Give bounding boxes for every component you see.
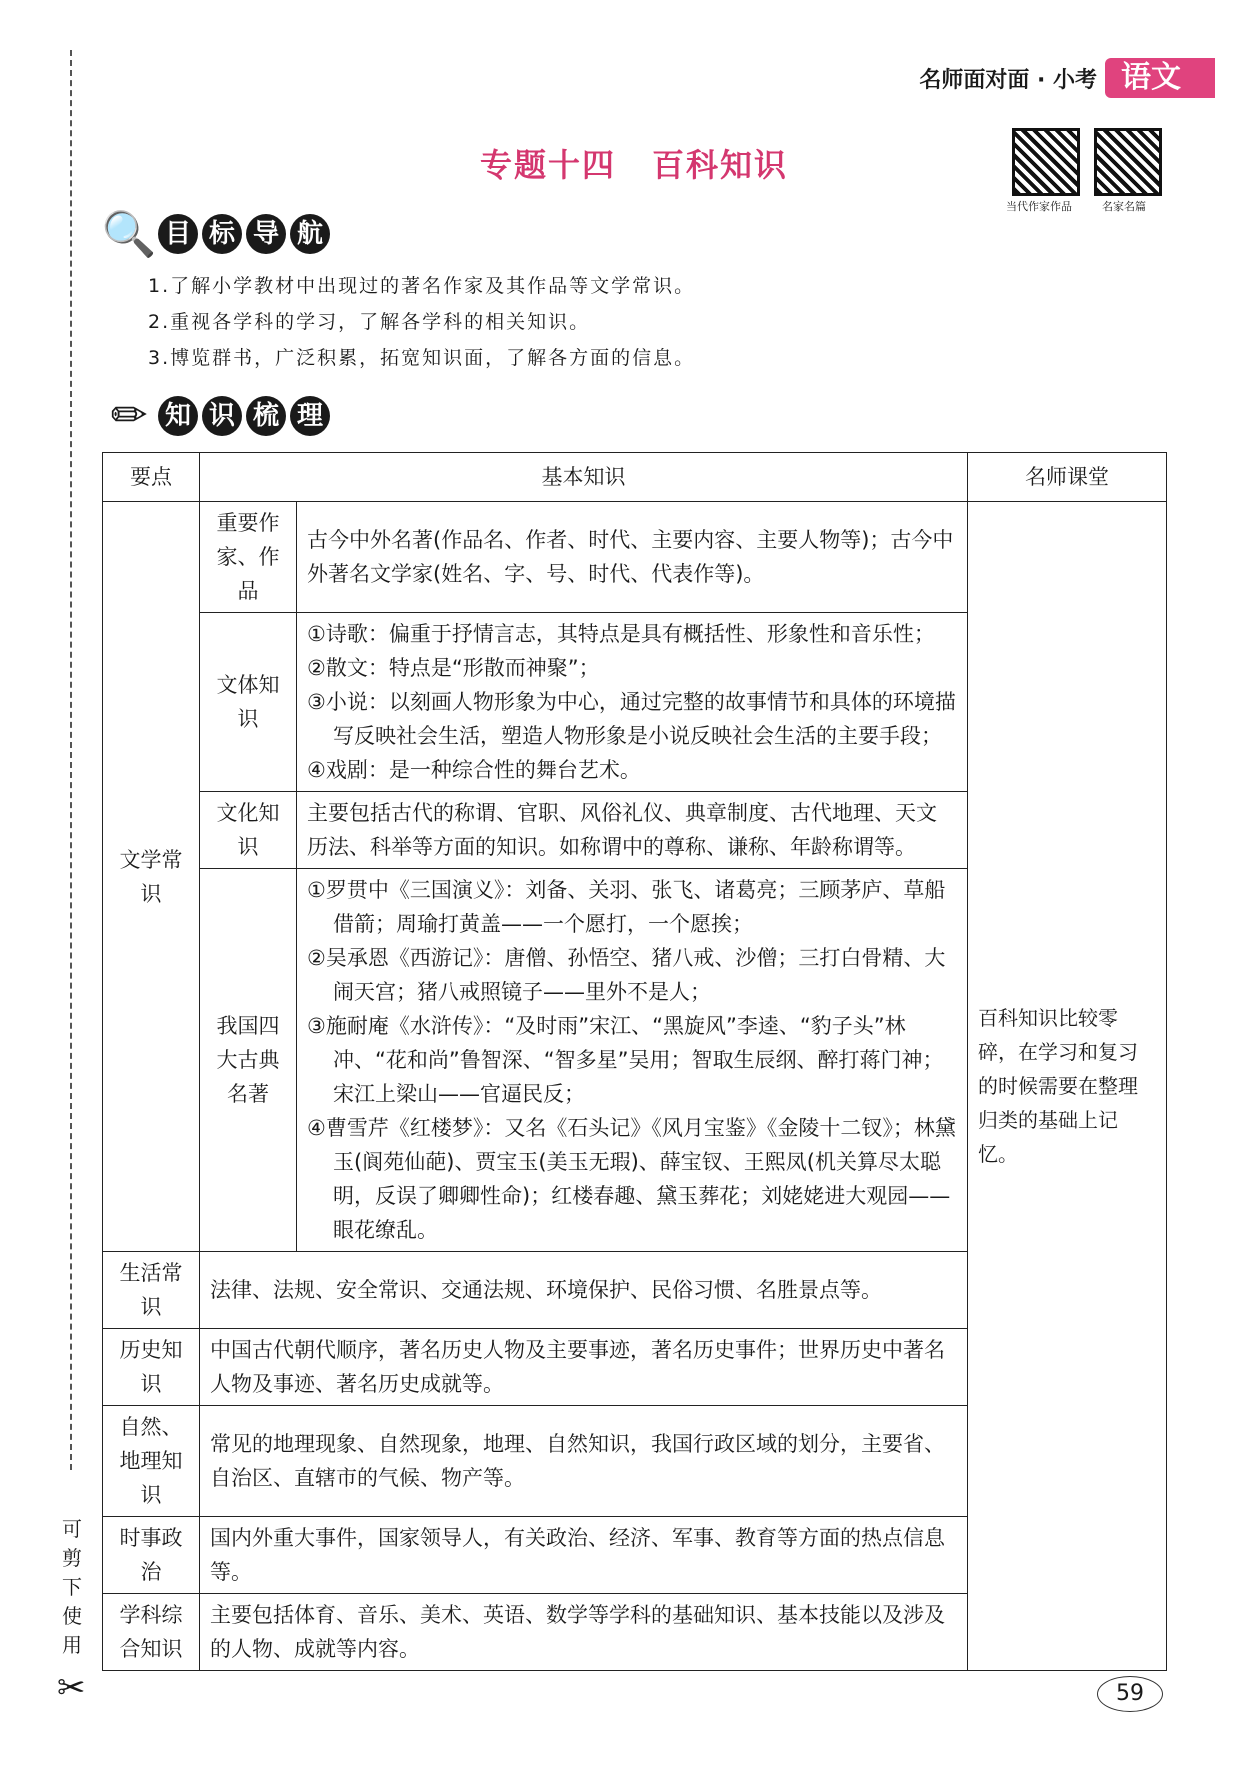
table-row <box>103 502 1167 613</box>
goal-item: 2.重视各学科的学习，了解各学科的相关知识。 <box>148 311 591 333</box>
header-key: 要点 <box>103 453 200 502</box>
row-text: 国内外重大事件，国家领导人，有关政治、经济、军事、教育等方面的热点信息等。 <box>200 1517 968 1594</box>
literature-label: 文学常识 <box>103 502 200 1252</box>
classics-label: 我国四大古典名著 <box>200 869 297 1252</box>
magnifier-icon: 🔍 <box>101 209 157 260</box>
header-tip: 名师课堂 <box>968 453 1167 502</box>
heading-char: 识 <box>202 396 242 436</box>
topic-name: 百科知识 <box>652 146 789 184</box>
subject-tab: 语文 <box>1105 58 1215 98</box>
works-label: 重要作家、作品 <box>200 502 297 613</box>
genre-label: 文体知识 <box>200 613 297 792</box>
heading-char: 航 <box>290 214 330 254</box>
series-title: 名师面对面 · 小考 <box>919 67 1097 93</box>
classics-item: ③施耐庵《水浒传》：“及时雨”宋江、“黑旋风”李逵、“豹子头”林冲、“花和尚”鲁智深、“智多星”吴用；智取生辰纲、醉打蒋门神；宋江上梁山——官逼民反； <box>307 1014 944 1106</box>
row-label: 自然、地理知识 <box>103 1406 200 1517</box>
knowledge-heading <box>100 390 334 441</box>
classics-item: ①罗贯中《三国演义》：刘备、关羽、张飞、诸葛亮；三顾茅庐、草船借箭；周瑜打黄盖——一个愿打，一个愿挨； <box>307 878 946 936</box>
culture-label: 文化知识 <box>200 792 297 869</box>
row-text: 法律、法规、安全常识、交通法规、环境保护、民俗习惯、名胜景点等。 <box>200 1252 968 1329</box>
heading-char: 导 <box>246 214 286 254</box>
genre-item: ④戏剧：是一种综合性的舞台艺术。 <box>307 758 641 782</box>
genre-content <box>297 613 968 792</box>
row-label: 生活常识 <box>103 1252 200 1329</box>
scissors-icon: ✂ <box>57 1668 86 1708</box>
classics-item: ②吴承恩《西游记》：唐僧、孙悟空、猪八戒、沙僧；三打白骨精、大闹天宫；猪八戒照镜子——里外不是人； <box>307 946 946 1004</box>
table-header-row <box>103 453 1167 502</box>
goals-heading <box>100 208 334 260</box>
goal-item: 3.博览群书，广泛积累，拓宽知识面，了解各方面的信息。 <box>148 347 696 369</box>
works-text: 古今中外名著(作品名、作者、时代、主要内容、主要人物等)；古今中外著名文学家(姓名、字、号、时代、代表作等)。 <box>297 502 968 613</box>
goal-item: 1.了解小学教材中出现过的著名作家及其作品等文学常识。 <box>148 275 696 297</box>
qr-caption: 名家名篇 <box>1102 200 1146 213</box>
qr-code-icon[interactable] <box>1012 128 1080 196</box>
heading-char: 梳 <box>246 396 286 436</box>
row-label: 历史知识 <box>103 1329 200 1406</box>
heading-char: 标 <box>202 214 242 254</box>
row-text: 主要包括体育、音乐、美术、英语、数学等学科的基础知识、基本技能以及涉及的人物、成就等内容。 <box>200 1594 968 1671</box>
page-header <box>919 58 1215 98</box>
heading-char: 理 <box>290 396 330 436</box>
row-text: 中国古代朝代顺序，著名历史人物及主要事迹，著名历史事件；世界历史中著名人物及事迹、著名历史成就等。 <box>200 1329 968 1406</box>
header-basic: 基本知识 <box>200 453 968 502</box>
page-title <box>480 140 824 186</box>
cut-dashed-line <box>70 50 72 1470</box>
qr-code-icon[interactable] <box>1094 128 1162 196</box>
row-label: 时事政治 <box>103 1517 200 1594</box>
qr-caption: 当代作家作品 <box>1006 200 1072 213</box>
genre-item: ①诗歌：偏重于抒情言志，其特点是具有概括性、形象性和音乐性； <box>307 622 935 646</box>
goals-list <box>148 268 695 376</box>
teacher-tip <box>968 502 1167 1671</box>
pencil-icon: ✏ <box>110 390 148 441</box>
knowledge-table <box>102 452 1167 1671</box>
page-number: 59 <box>1097 1676 1163 1712</box>
heading-char: 知 <box>158 396 198 436</box>
tip-text: 百科知识比较零碎，在学习和复习的时候需要在整理归类的基础上记忆。 <box>978 1006 1138 1166</box>
cut-label: 可剪下使用 <box>58 1515 86 1660</box>
row-text: 常见的地理现象、自然现象，地理、自然知识，我国行政区域的划分，主要省、自治区、直辖市的气候、物产等。 <box>200 1406 968 1517</box>
genre-item: ②散文：特点是“形散而神聚”； <box>307 656 600 680</box>
genre-item: ③小说：以刻画人物形象为中心，通过完整的故事情节和具体的环境描写反映社会生活，塑造人物形象是小说反映社会生活的主要手段； <box>307 690 956 748</box>
topic-number: 专题十四 <box>480 146 617 184</box>
row-label: 学科综合知识 <box>103 1594 200 1671</box>
heading-char: 目 <box>158 214 198 254</box>
classics-item: ④曹雪芹《红楼梦》：又名《石头记》《风月宝鉴》《金陵十二钗》；林黛玉(阆苑仙葩)、贾宝玉(美玉无瑕)、薛宝钗、王熙凤(机关算尽太聪明，反误了卿卿性命)；红楼春趣、黛玉葬花；刘姥姥进大观园——眼花缭乱。 <box>307 1116 956 1242</box>
classics-content <box>297 869 968 1252</box>
culture-text: 主要包括古代的称谓、官职、风俗礼仪、典章制度、古代地理、天文历法、科举等方面的知识。如称谓中的尊称、谦称、年龄称谓等。 <box>297 792 968 869</box>
